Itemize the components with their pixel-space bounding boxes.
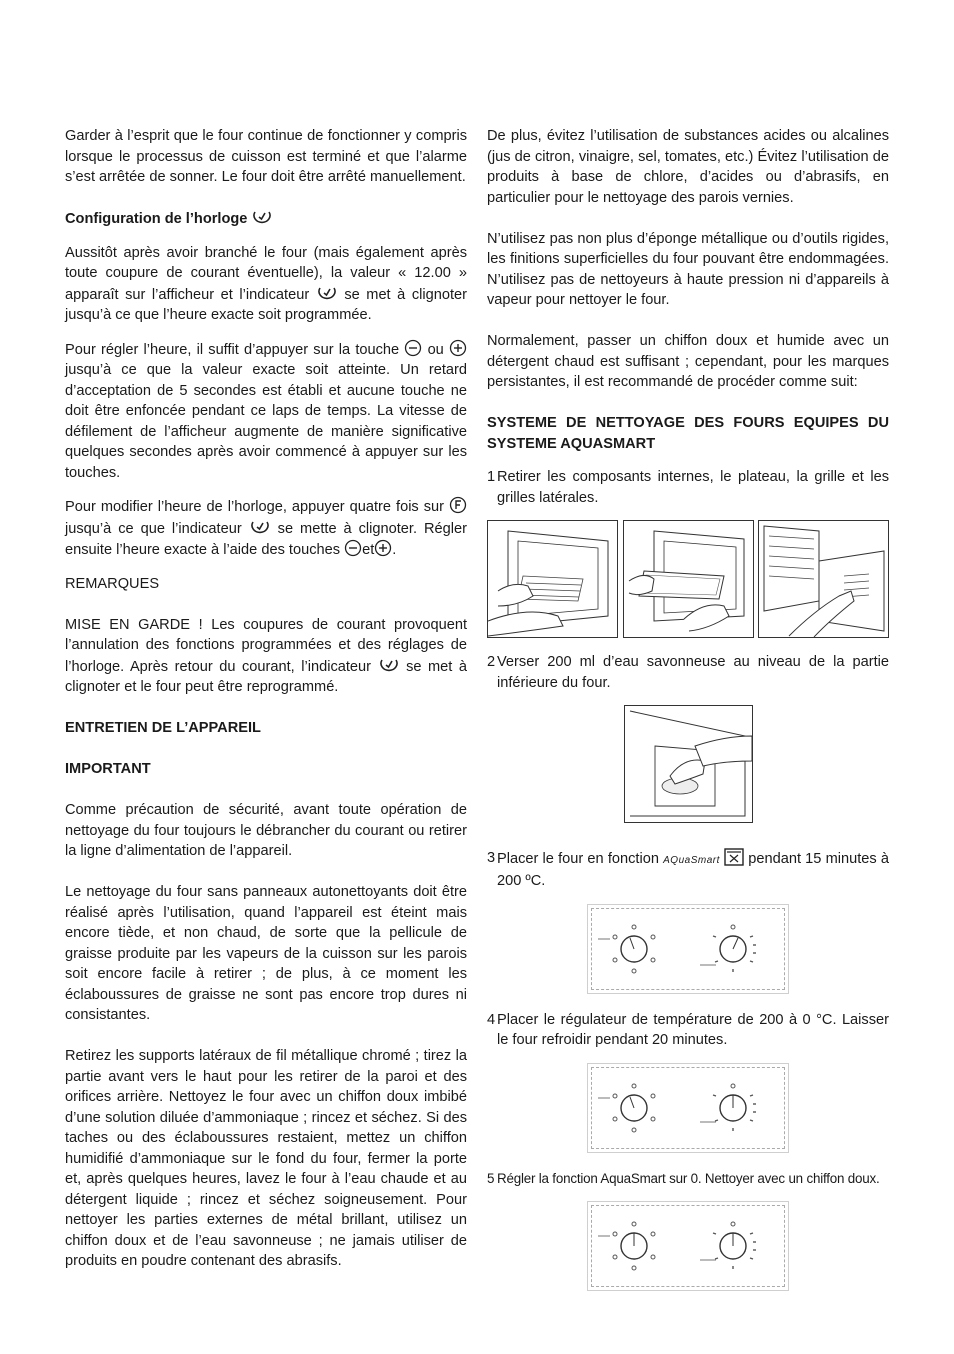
aquasmart-logo: AQuaSmart	[663, 854, 720, 866]
step-1	[487, 467, 889, 508]
step-number: 2	[487, 654, 496, 670]
right-column	[487, 126, 889, 1307]
text-warning-a: MISE EN GARDE ! Les coupures de courant provoquent l’annulation des fonctions programmées et des réglages de l’horloge. Après retour du courant, l’indicateur	[65, 616, 467, 675]
step-text: Régler la fonction AquaSmart sur 0. Nettoyer avec un chiffon doux.	[497, 1170, 880, 1186]
control-panel-diagram-3	[587, 1201, 789, 1291]
step-2-figure-wrap	[624, 705, 889, 830]
step-text	[497, 848, 889, 892]
control-knobs-illustration	[588, 1202, 788, 1290]
text-warning-b: se met à clignoter et le four peut être reprogrammé.	[65, 658, 467, 695]
clock-heading-text: Configuration de l’horloge	[65, 211, 248, 227]
text-set-time-or: ou	[427, 341, 444, 358]
paragraph-safety: Comme précaution de sécurité, avant toute opération de nettoyage du four toujours le débrancher du courant ou retirer la ligne d’alimentation de l’appareil.	[65, 802, 467, 859]
step-3	[487, 848, 889, 892]
remarques-label: REMARQUES	[65, 575, 160, 592]
step-2	[487, 652, 889, 693]
remove-side-rails-illustration	[758, 520, 889, 638]
left-column	[65, 126, 467, 1272]
aquasmart-function-icon	[724, 848, 744, 866]
maintenance-heading: ENTRETIEN DE L’APPAREIL	[65, 720, 261, 736]
paragraph-cloth: Normalement, passer un chiffon doux et humide avec un détergent chaud est suffisant ; cependant, pour les marques persistantes, il est recommandé de procéder comme suit:	[487, 333, 889, 390]
step-3-text-a: Placer le four en fonction	[497, 850, 659, 867]
plus-key-icon	[449, 339, 467, 357]
paragraph-sponge: N’utilisez pas non plus d’éponge métallique ou d’outils rigides, les finitions superficielles du four pouvant être endommagées. N’utilisez pas de nettoyeurs à haute pression ni d’appareils à vapeur pour nettoyer le four.	[487, 230, 889, 308]
remove-rack-illustration	[487, 520, 618, 638]
plus-key-icon	[374, 539, 392, 557]
step-3-text-b: pendant 15 minutes à 200 ºC.	[497, 850, 889, 889]
paragraph-acids: De plus, évitez l’utilisation de substances acides ou alcalines (jus de citron, vinaigre, sel, tomates, etc.) Évitez l’utilisation de produits à base de chlore, d’acides ou d’abrasifs, en particulier pour le nettoyage des parois vernies.	[487, 128, 889, 206]
paragraph-power-on	[65, 243, 467, 326]
paragraph-warning	[65, 615, 467, 698]
aquasmart-heading: SYSTEME DE NETTOYAGE DES FOURS EQUIPES DU SYSTEME AQUASMART	[487, 415, 889, 452]
text-modify-a: Pour modifier l’heure de l’horloge, appuyer quatre fois sur	[65, 499, 444, 515]
step-number: 4	[487, 1011, 496, 1028]
step-text: Retirer les composants internes, le plateau, la grille et les grilles latérales.	[497, 469, 889, 506]
paragraph-manual-stop: Garder à l’esprit que le four continue de fonctionner y compris lorsque le processus de cuisson est terminé et que l’alarme s’est arrêtée de sonner. Le four doit être arrêté manuellement.	[65, 128, 467, 185]
paragraph-supports: Retirez les supports latéraux de fil métallique chromé ; tirez la partie avant vers le haut pour les retirer de la paroi et des orifices arrière. Nettoyez le four avec un chiffon doux imbibé d’une solution diluée d’ammoniaque ; rincez et séchez. Si des taches ou des éclaboussures restaient, mettez un chiffon humidifié d’ammoniaque sur le fond du four, fermer la porte et, après quelques heures, lavez le four à l’eau chaude et au détergent liquide ; rincez et séchez soigneusement. Pour nettoyer les parties externes de métal brillant, utilisez un chiffon doux et de l’eau savonneuse ; ne jamais utiliser de produits en poudre contenant des abrasifs.	[65, 1048, 467, 1269]
important-heading: IMPORTANT	[65, 761, 151, 777]
text-modify-c: se mette à clignoter. Régler ensuite l’heure exacte à l’aide des touches	[65, 520, 467, 558]
clock-indicator-icon	[378, 656, 400, 674]
text-power-on-a: Aussitôt après avoir branché le four (mais également après toute coupure de courant éventuelle), la valeur « 12.00 » apparaît sur l’afficheur et l’indicateur	[65, 244, 467, 303]
control-panel-diagram-1	[587, 904, 789, 994]
step-4	[487, 1010, 889, 1051]
paragraph-modify-time	[65, 496, 467, 561]
control-panel-diagram-2	[587, 1063, 789, 1153]
text-modify-and: et	[362, 542, 375, 558]
text-set-time-a: Pour régler l’heure, il suffit d’appuyer sur la touche	[65, 341, 400, 358]
paragraph-cleaning: Le nettoyage du four sans panneaux autonettoyants doit être réalisé après l’utilisation, quand l’appareil est éteint mais encore tiède, et non chaud, de sorte que la pellicule de graisse produite par les vapeurs de la cuisson sur les parois soit encore facile à retirer ; de plus, à ce moment les éclaboussures de graisse ne sont pas encore trop dures ni consistantes.	[65, 884, 467, 1023]
clock-heading	[65, 208, 467, 230]
clock-indicator-icon	[249, 518, 271, 536]
text-power-on-b: se met à clignoter jusqu’à ce que l’heure exacte soit programmée.	[65, 286, 468, 323]
step-text: Placer le régulateur de température de 200 à 0 °C. Laisser le four refroidir pendant 20 minutes.	[497, 1011, 889, 1048]
paragraph-set-time	[65, 339, 467, 484]
control-knobs-illustration	[588, 1064, 788, 1152]
function-key-icon	[449, 496, 467, 514]
step-number: 5	[487, 1170, 495, 1186]
clock-indicator-icon	[316, 284, 338, 302]
text-modify-b: jusqu’à ce que l’indicateur	[65, 520, 242, 537]
step-number: 3	[487, 849, 496, 866]
step-5	[487, 1169, 889, 1190]
step-1-figures	[487, 520, 889, 638]
minus-key-icon	[404, 339, 422, 357]
remove-tray-illustration	[623, 520, 754, 638]
clock-indicator-icon	[251, 208, 273, 226]
text-modify-period: .	[392, 542, 397, 558]
control-knobs-illustration	[588, 905, 788, 993]
text-set-time-c: jusqu’à ce que la valeur exacte soit atteinte. Un retard d’acceptation de 5 secondes est établi et aucune touche ne doit être enfoncée pendant ce laps de temps. La vitesse de défilement de l’afficheur augmente de manière significative quelques secondes après avoir commencé à appuyer sur les touches.	[65, 362, 467, 481]
step-number: 1	[487, 469, 496, 485]
pour-water-illustration	[624, 705, 753, 823]
minus-key-icon	[344, 539, 362, 557]
step-text: Verser 200 ml d’eau savonneuse au niveau de la partie inférieure du four.	[497, 654, 889, 691]
